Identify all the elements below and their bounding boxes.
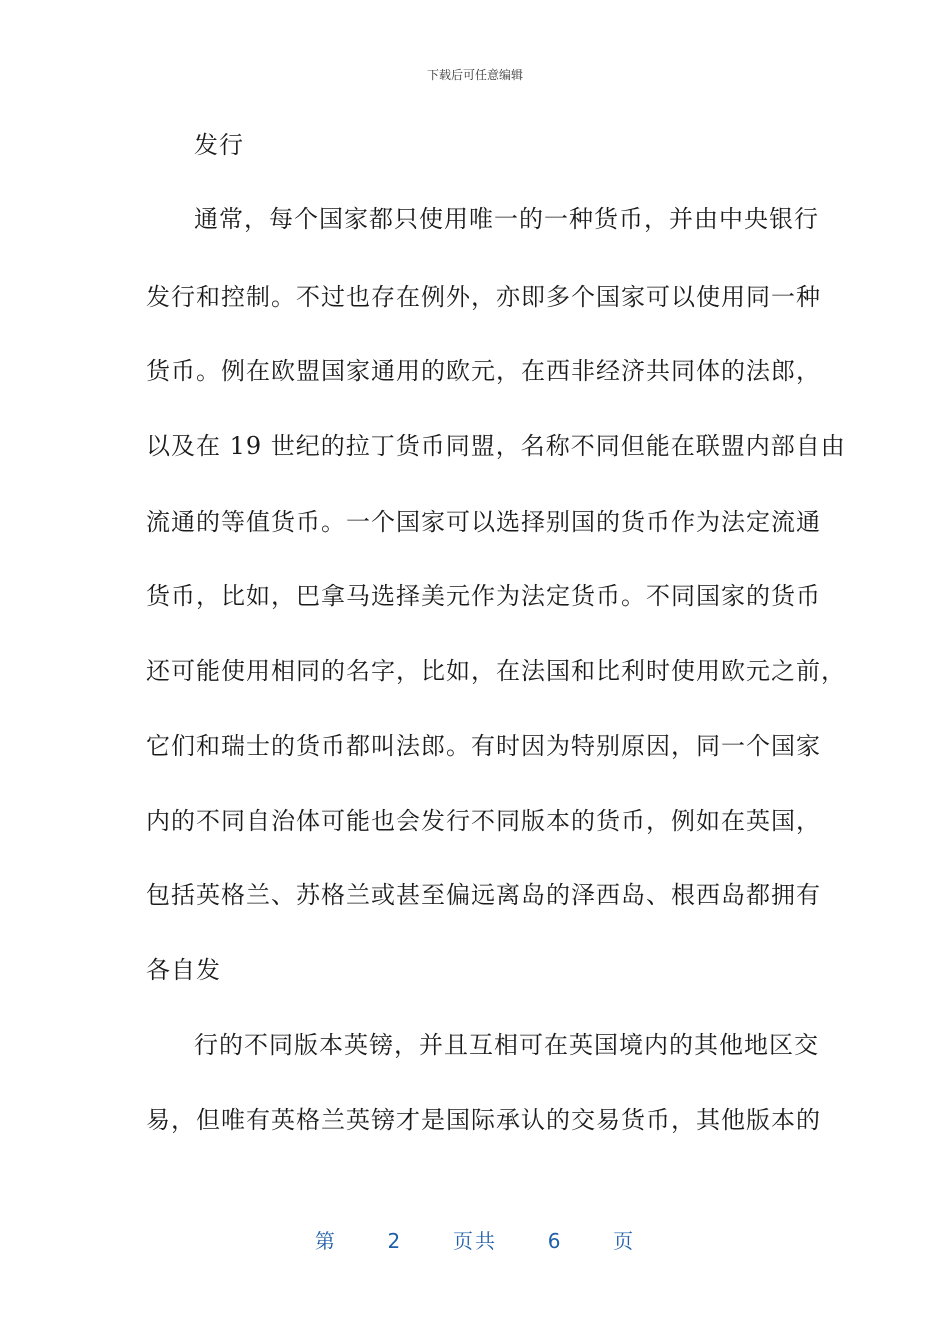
paragraph-line: 内的不同自治体可能也会发行不同版本的货币，例如在英国， bbox=[146, 807, 821, 835]
header-note: 下载后可任意编辑 bbox=[426, 68, 523, 82]
footer-middle: 页共 bbox=[453, 1229, 497, 1253]
paragraph-line: 包括英格兰、苏格兰或甚至偏远离岛的泽西岛、根西岛都拥有 bbox=[146, 881, 821, 909]
page-footer bbox=[0, 1225, 950, 1254]
paragraph-line: 易，但唯有英格兰英镑才是国际承认的交易货币，其他版本的 bbox=[146, 1106, 821, 1134]
paragraph-line: 还可能使用相同的名字，比如，在法国和比利时使用欧元之前， bbox=[146, 657, 846, 685]
paragraph-line: 以及在 19 世纪的拉丁货币同盟，名称不同但能在联盟内部自由 bbox=[146, 432, 846, 460]
current-page-number: 2 bbox=[387, 1229, 403, 1253]
total-pages-number: 6 bbox=[547, 1229, 563, 1253]
paragraph-line: 货币，比如，巴拿马选择美元作为法定货币。不同国家的货币 bbox=[146, 582, 821, 610]
paragraph-line: 发行和控制。不过也存在例外，亦即多个国家可以使用同一种 bbox=[146, 283, 821, 311]
paragraph-line: 各自发 bbox=[146, 956, 221, 984]
footer-prefix: 第 bbox=[314, 1229, 337, 1253]
paragraph-line: 行的不同版本英镑，并且互相可在英国境内的其他地区交 bbox=[194, 1031, 819, 1059]
footer-suffix: 页 bbox=[613, 1229, 636, 1253]
paragraph-line: 它们和瑞士的货币都叫法郎。有时因为特别原因，同一个国家 bbox=[146, 732, 821, 760]
paragraph-line: 发行 bbox=[194, 131, 244, 159]
paragraph-line: 流通的等值货币。一个国家可以选择别国的货币作为法定流通 bbox=[146, 508, 821, 536]
paragraph-line: 货币。例在欧盟国家通用的欧元，在西非经济共同体的法郎， bbox=[146, 357, 821, 385]
paragraph-line: 通常，每个国家都只使用唯一的一种货币，并由中央银行 bbox=[194, 205, 819, 233]
